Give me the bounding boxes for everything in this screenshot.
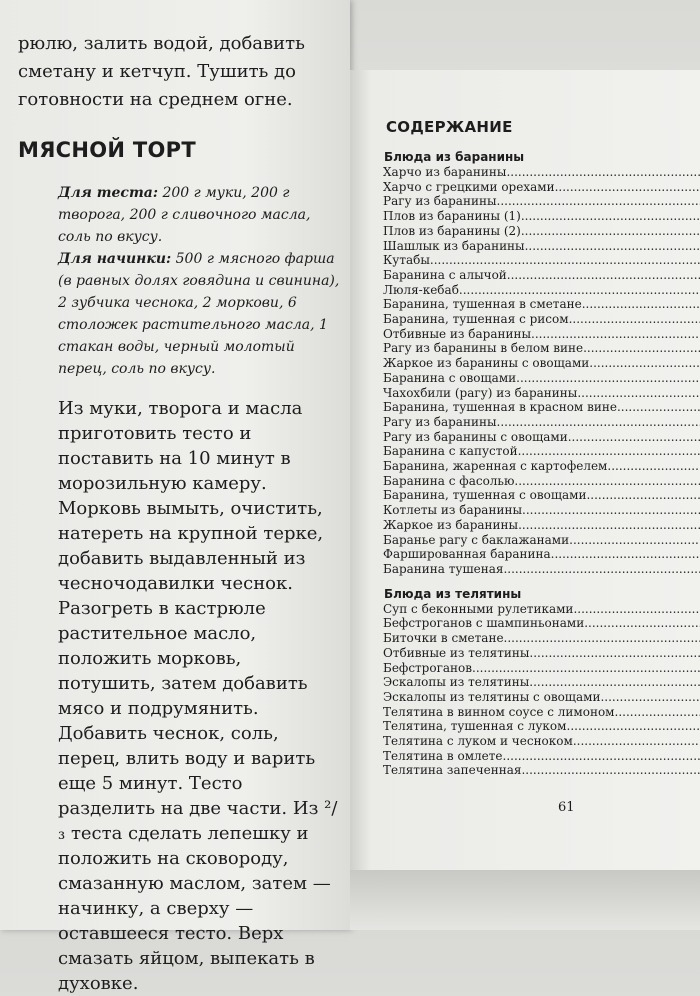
toc-entry (383, 705, 700, 720)
dot-leader (518, 518, 700, 533)
toc-entry (383, 209, 700, 224)
dot-leader (472, 661, 700, 676)
toc-entry (383, 327, 700, 342)
toc-entry-name: Рагу из баранины в белом вине (383, 341, 583, 356)
toc-entry (383, 602, 700, 617)
toc-entry (383, 430, 700, 445)
toc-entry-name: Бефстроганов (383, 661, 472, 676)
toc-entry-name: Бефстроганов с шампиньонами (383, 616, 584, 631)
toc-section (372, 150, 700, 577)
toc-entry (383, 268, 700, 283)
toc-entry (383, 749, 700, 764)
toc-entry (383, 474, 700, 489)
toc-entry (383, 297, 700, 312)
toc-entry-name: Баранина, тушенная в сметане (383, 297, 582, 312)
toc-entry (383, 763, 700, 778)
filling-label: Для начинки: (58, 251, 171, 267)
dough-label: Для теста: (58, 185, 158, 201)
toc-entry-name: Отбивные из телятины (383, 646, 529, 661)
toc-entry-name: Харчо из баранины (383, 165, 506, 180)
toc-entry (383, 283, 700, 298)
toc-entry (383, 400, 700, 415)
toc-entry (383, 165, 700, 180)
dot-leader (514, 474, 700, 489)
dot-leader (430, 253, 700, 268)
toc-entry-name: Кутабы (383, 253, 430, 268)
dot-leader (529, 675, 700, 690)
toc-entry (383, 675, 700, 690)
toc-entry (383, 661, 700, 676)
dot-leader (507, 268, 700, 283)
toc-entry-name: Телятина с луком и чесноком (383, 734, 573, 749)
toc-entry (383, 719, 700, 734)
toc-entry (383, 631, 700, 646)
toc-entry (383, 224, 700, 239)
dot-leader (529, 646, 700, 661)
recipe-instructions: Из муки, творога и масла приготовить тесто и поставить на 10 минут в морозильную камеру. Морковь вымыть, очистить, натереть на крупной терке, добавить выдавленный из чесночодавилки чеснок. Разогреть в кастрюле растительное масло, положить морковь, потушить, затем добавить мясо и подрумянить. Добавить чеснок, соль, перец, влить воду и варить еще 5 минут. Тесто разделить на две части. Из ²/₃ теста сделать лепешку и положить на сковороду, смазанную маслом, затем — начинку, а сверху — оставшееся тесто. Верх смазать яйцом, выпекать в духовке. (58, 396, 344, 996)
toc-entry-name: Плов из баранины (1) (383, 209, 521, 224)
toc-entry (383, 371, 700, 386)
dot-leader (573, 602, 700, 617)
toc-entry-name: Рагу из баранины (383, 415, 497, 430)
dot-leader (497, 415, 700, 430)
toc-entry-name: Баранина с фасолью (383, 474, 514, 489)
dot-leader (503, 749, 700, 764)
toc-entry (383, 533, 700, 548)
toc-entry (383, 194, 700, 209)
toc-entry-name: Баранина, жаренная с картофелем (383, 459, 607, 474)
toc-entry-name: Баранина, тушенная с овощами (383, 488, 586, 503)
dot-leader (525, 239, 700, 254)
dot-leader (521, 224, 700, 239)
left-page-content (18, 30, 344, 996)
toc-entry-name: Жаркое из баранины с овощами (383, 356, 589, 371)
toc-entry-name: Чахохбили (рагу) из баранины (383, 386, 577, 401)
toc-section-heading: Блюда из баранины (384, 150, 700, 164)
toc-sections (372, 150, 700, 778)
toc-entry (383, 356, 700, 371)
toc-entry-name: Баранина с овощами (383, 371, 516, 386)
toc-entry-name: Баранье рагу с баклажанами (383, 533, 569, 548)
toc-entry-name: Телятина запеченная (383, 763, 521, 778)
toc-entry-name: Баранина, тушенная в красном вине (383, 400, 617, 415)
dot-leader (555, 180, 700, 195)
toc-entry (383, 646, 700, 661)
dot-leader (516, 371, 700, 386)
dot-leader (586, 488, 700, 503)
toc-entry-name: Шашлык из баранины (383, 239, 525, 254)
previous-recipe-text: рюлю, залить водой, добавить сметану и кетчуп. Тушить до готовности на среднем огне. (18, 30, 344, 114)
toc-section (372, 587, 700, 778)
toc-entry-name: Биточки в сметане (383, 631, 504, 646)
dot-leader (589, 356, 700, 371)
recipe-title: МЯСНОЙ ТОРТ (18, 138, 344, 162)
toc-entry-name: Телятина в винном соусе с лимоном (383, 705, 615, 720)
toc-entry (383, 503, 700, 518)
dot-leader (518, 444, 700, 459)
page-number: 61 (558, 800, 575, 815)
toc-entry-name: Баранина, тушенная с рисом (383, 312, 569, 327)
dot-leader (503, 562, 700, 577)
toc-entry-name: Плов из баранины (2) (383, 224, 521, 239)
toc-entry (383, 518, 700, 533)
toc-entry-name: Харчо с грецкими орехами (383, 180, 555, 195)
toc-entry-name: Баранина тушеная (383, 562, 503, 577)
dot-leader (521, 763, 700, 778)
toc-entry (383, 547, 700, 562)
dot-leader (615, 705, 700, 720)
toc-entry-name: Суп с беконными рулетиками (383, 602, 573, 617)
toc-entry (383, 488, 700, 503)
dot-leader (569, 533, 700, 548)
dot-leader (459, 283, 700, 298)
toc-section-heading: Блюда из телятины (384, 587, 700, 601)
toc-entry (383, 386, 700, 401)
toc-entry (383, 415, 700, 430)
table-surface (350, 870, 700, 930)
toc-entry (383, 616, 700, 631)
toc-entry (383, 690, 700, 705)
left-page (0, 0, 350, 930)
toc-entry (383, 312, 700, 327)
toc-entry-name: Отбивные из баранины (383, 327, 531, 342)
dot-leader (600, 690, 700, 705)
table-of-contents (372, 118, 700, 788)
dot-leader (506, 165, 700, 180)
toc-title: СОДЕРЖАНИЕ (386, 118, 700, 136)
toc-entry (383, 180, 700, 195)
toc-entry-name: Телятина в омлете (383, 749, 503, 764)
toc-entry (383, 734, 700, 749)
toc-entry (383, 253, 700, 268)
dot-leader (577, 386, 700, 401)
dot-leader (583, 341, 700, 356)
dot-leader (567, 719, 700, 734)
dot-leader (521, 209, 700, 224)
toc-entry-name: Баранина с капустой (383, 444, 518, 459)
toc-entry-name: Жаркое из баранины (383, 518, 518, 533)
toc-entry (383, 459, 700, 474)
toc-entry-name: Люля-кебаб (383, 283, 459, 298)
dot-leader (568, 430, 700, 445)
dot-leader (584, 616, 700, 631)
toc-entry-name: Котлеты из баранины (383, 503, 522, 518)
dot-leader (569, 312, 700, 327)
toc-entry-name: Рагу из баранины с овощами (383, 430, 568, 445)
dot-leader (531, 327, 700, 342)
dot-leader (582, 297, 700, 312)
dot-leader (617, 400, 700, 415)
dot-leader (504, 631, 700, 646)
toc-entry (383, 341, 700, 356)
toc-entry-name: Эскалопы из телятины (383, 675, 529, 690)
toc-entry-name: Телятина, тушенная с луком (383, 719, 567, 734)
dot-leader (607, 459, 700, 474)
toc-entry (383, 239, 700, 254)
toc-entry-name: Баранина с алычой (383, 268, 507, 283)
toc-entry-name: Эскалопы из телятины с овощами (383, 690, 600, 705)
dot-leader (497, 194, 700, 209)
toc-entry-name: Рагу из баранины (383, 194, 497, 209)
filling-text: 500 г мясного фарша (в равных долях говядина и свинина), 2 зубчика чеснока, 2 моркови, 6 столожек растительного масла, 1 стакан воды, черный молотый перец, соль по вкусу. (58, 251, 339, 377)
dot-leader (551, 547, 700, 562)
dot-leader (522, 503, 700, 518)
dough-text: 200 г муки, 200 г творога, 200 г сливочного масла, соль по вкусу. (58, 185, 310, 245)
toc-entry (383, 444, 700, 459)
toc-entry (383, 562, 700, 577)
toc-entry-name: Фаршированная баранина (383, 547, 551, 562)
dough-ingredients (58, 182, 344, 380)
dot-leader (573, 734, 700, 749)
